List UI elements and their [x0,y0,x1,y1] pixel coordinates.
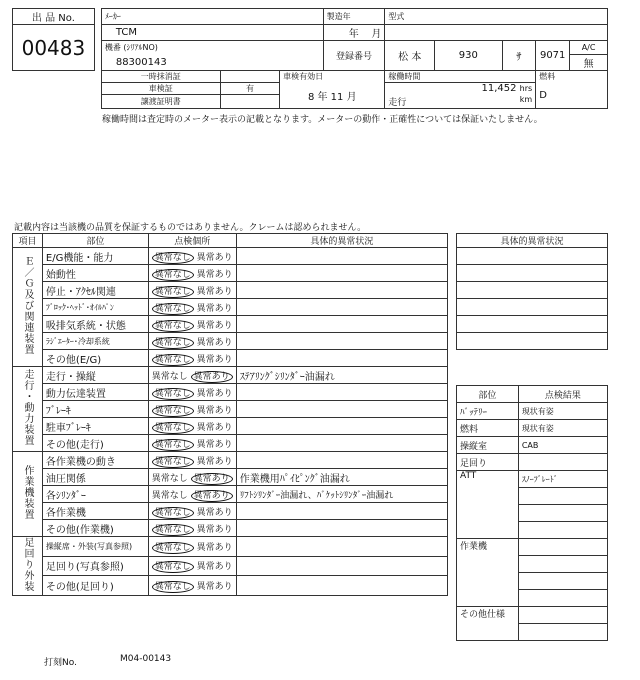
group-label [13,537,43,596]
header-table [12,8,608,109]
part-name: その他(作業機) [42,520,148,537]
cab-label: 操縦室 [457,437,519,454]
status-abnormal: 異常あり [196,303,233,314]
reg-number: 930 [435,41,502,71]
part-name: その他(E/G) [42,350,148,367]
results-block [456,385,608,641]
part-name: 油圧関係 [42,469,148,486]
status-cell [148,556,236,576]
col-item: 項目 [13,234,43,248]
status-cell [148,537,236,557]
hours-label: 稼働時間 [385,71,536,83]
status-cell [148,452,236,469]
status-normal: 異常なし [152,524,194,536]
results-col-part: 部位 [457,386,519,403]
inspect-cert-label: 車検証 [101,83,220,95]
group-name: 走行・動力装置 [21,369,33,446]
status-normal: 異常なし [152,337,194,349]
status-cell [148,520,236,537]
status-abnormal: 異常あり [196,337,233,348]
status-normal: 異常なし [152,252,194,264]
part-name: 吸排気系統・状態 [42,316,148,333]
other-row [518,607,607,624]
detail-cell [236,316,447,333]
detail-cell [236,384,447,401]
status-normal: 異常なし [152,422,194,434]
year-unit: 年 [348,29,359,40]
col-part: 部位 [42,234,148,248]
table-row [13,486,448,503]
status-abnormal: 異常あり [196,286,233,297]
table-row [13,452,448,469]
reg-serial: 9071 [536,41,570,71]
status-cell [148,350,236,367]
results-col-result: 点検結果 [518,386,607,403]
meter-note: 稼働時間は査定時のメーター表示の記載となります。メーターの動作・正確性については保証いたしません。 [102,115,543,125]
status-normal: 異常なし [152,439,194,451]
part-name: ﾌﾞﾛｯｸ･ﾍｯﾄﾞ･ｵｲﾙﾊﾟﾝ [42,299,148,316]
status-normal: 異常なし [152,269,194,281]
right-detail-header: 具体的異常状況 [457,234,608,248]
transfer-label: 譲渡証明書 [101,95,220,109]
right-detail-row [457,282,608,299]
status-abnormal: 異常あり [191,473,233,485]
year-label: 製造年 [323,9,385,25]
part-name: E/G機能・能力 [42,248,148,265]
inspect-cert-value: 有 [220,83,279,95]
status-normal: 異常なし [152,456,194,468]
status-cell [148,282,236,299]
status-normal: 異常なし [152,561,194,573]
status-normal: 異常なし [152,286,194,298]
status-normal: 異常なし [152,303,194,315]
status-cell [148,469,236,486]
right-detail-block [456,233,608,350]
part-name: 操縦席・外装(写真参照) [42,537,148,557]
transfer-value [220,95,279,109]
work-row [518,539,607,556]
detail-cell [236,265,447,282]
part-name: 足回り(写真参照) [42,556,148,576]
travel-label: 走行 [388,97,407,108]
col-detail: 具体的異常状況 [236,234,447,248]
stamp-value: M04-00143 [120,654,172,664]
right-detail-row [457,333,608,350]
part-name: 各ｼﾘﾝﾀﾞｰ [42,486,148,503]
table-row [13,503,448,520]
temp-label: 一時抹消証 [101,71,220,83]
model-value [385,25,608,41]
right-detail-table [456,233,608,350]
results-table [456,385,608,641]
temp-value [220,71,279,83]
right-detail-row [457,316,608,333]
battery-label: ﾊﾞｯﾃﾘｰ [457,403,519,420]
status-cell [148,576,236,596]
table-row [13,265,448,282]
status-normal: 異常なし [152,388,194,400]
status-normal: 異常なし [151,490,188,501]
att-row [518,488,607,505]
table-row [13,384,448,401]
detail-cell [236,282,447,299]
part-name: 走行・操縦 [42,367,148,384]
disclaimer: 記載内容は当該機の品質を保証するものではありません。クレームは認められません。 [14,223,367,233]
status-abnormal: 異常あり [196,388,233,399]
part-name: 動力伝達装置 [42,384,148,401]
detail-cell [236,401,447,418]
status-cell [148,401,236,418]
inspect-expiry-label: 車検有効日 [280,71,385,83]
status-normal: 異常なし [151,371,188,382]
status-abnormal: 異常あり [196,439,233,450]
status-cell [148,248,236,265]
work-row [518,590,607,607]
table-row [13,418,448,435]
part-name: ﾗｼﾞｴｰﾀｰ･冷却系統 [42,333,148,350]
table-row [13,469,448,486]
status-cell [148,384,236,401]
lot-label: 出 品 No. [13,9,95,25]
status-normal: 異常なし [152,507,194,519]
status-abnormal: 異常あり [196,582,233,593]
work-row [518,556,607,573]
status-cell [148,333,236,350]
group-label [13,248,43,367]
status-abnormal: 異常あり [196,405,233,416]
status-cell [148,503,236,520]
status-cell [148,367,236,384]
right-detail-row [457,265,608,282]
detail-cell: 作業機用ﾊﾟｲﾋﾟﾝｸﾞ油漏れ [236,469,447,486]
detail-cell: ｽﾃｱﾘﾝｸﾞｼﾘﾝﾀﾞｰ油漏れ [236,367,447,384]
group-name: Ｅ／Ｇ及び関連装置 [21,256,33,355]
att-label: ATT [457,471,519,539]
serial-value: 88300143 [101,55,323,71]
part-name: ﾌﾞﾚｰｷ [42,401,148,418]
km-unit: km [519,94,533,104]
inspect-expiry-value: 8 年 11 月 [280,83,385,109]
part-name: その他(足回り) [42,576,148,596]
part-name: その他(走行) [42,435,148,452]
table-row [13,282,448,299]
group-label [13,367,43,452]
status-abnormal: 異常あり [196,562,233,573]
fuel-result-label: 燃料 [457,420,519,437]
work-label: 作業機 [457,539,519,607]
maker-label: ﾒｰｶｰ [101,9,323,25]
header-block [12,8,608,109]
detail-cell [236,452,447,469]
table-row [13,556,448,576]
status-abnormal: 異常あり [196,456,233,467]
table-row [13,350,448,367]
reg-kana: ｻ [502,41,536,71]
detail-cell [236,537,447,557]
table-row [13,333,448,350]
inspection-table [12,233,448,596]
part-name: 停止・ｱｸｾﾙ関連 [42,282,148,299]
right-detail-row [457,299,608,316]
status-cell [148,316,236,333]
fuel-result-value: 現状有姿 [518,420,607,437]
status-abnormal: 異常あり [196,507,233,518]
cab-value: CAB [518,437,607,454]
under-value [518,454,607,471]
month-unit: 月 [371,29,382,40]
col-point: 点検個所 [148,234,236,248]
table-row [13,248,448,265]
status-abnormal: 異常あり [196,354,233,365]
status-abnormal: 異常あり [196,422,233,433]
ac-value: 無 [570,55,608,71]
year-unit-cell [323,25,385,41]
detail-cell [236,350,447,367]
reg-label: 登録番号 [323,41,385,71]
status-normal: 異常なし [151,473,188,484]
travel-cell [385,95,536,109]
status-normal: 異常なし [152,320,194,332]
table-row [13,576,448,596]
part-name: 始動性 [42,265,148,282]
group-name: 作業機装置 [21,465,33,520]
group-name: 足回り外装 [21,537,33,592]
detail-cell [236,299,447,316]
status-normal: 異常なし [152,542,194,554]
under-label: 足回り [457,454,519,471]
status-abnormal: 異常あり [196,269,233,280]
att-row [518,522,607,539]
status-cell [148,435,236,452]
status-abnormal: 異常あり [196,320,233,331]
table-row [13,367,448,384]
status-cell [148,486,236,503]
hours-unit: hrs [519,84,533,94]
detail-cell [236,556,447,576]
ac-label: A/C [570,41,608,55]
table-row [13,520,448,537]
table-row [13,299,448,316]
att-value: ｽﾉｰﾌﾞﾚｰﾄﾞ [518,471,607,488]
status-normal: 異常なし [152,405,194,417]
other-row [518,624,607,641]
right-detail-row [457,248,608,265]
status-abnormal: 異常あり [196,524,233,535]
fuel-value: D [536,83,608,109]
status-cell [148,265,236,282]
maker-value: TCM [101,25,323,41]
battery-value: 現状有姿 [518,403,607,420]
model-label: 型式 [385,9,608,25]
serial-label: 機番 (ｼﾘｱﾙNO) [101,41,323,55]
work-row [518,573,607,590]
att-row [518,505,607,522]
stamp-label: 打刻No. [44,658,77,668]
status-abnormal: 異常あり [191,490,233,502]
detail-cell [236,333,447,350]
hours-value-cell [385,83,536,95]
status-abnormal: 異常あり [191,371,233,383]
status-cell [148,418,236,435]
detail-cell [236,576,447,596]
table-row [13,435,448,452]
status-abnormal: 異常あり [196,252,233,263]
status-cell [148,299,236,316]
detail-cell [236,435,447,452]
table-row [13,316,448,333]
status-normal: 異常なし [152,581,194,593]
part-name: 各作業機 [42,503,148,520]
part-name: 駐車ﾌﾞﾚｰｷ [42,418,148,435]
status-abnormal: 異常あり [196,542,233,553]
table-row [13,401,448,418]
table-row [13,537,448,557]
part-name: 各作業機の動き [42,452,148,469]
inspection-block [12,233,448,596]
group-label [13,452,43,537]
other-label: その他仕様 [457,607,519,641]
detail-cell [236,248,447,265]
lot-number: 00483 [13,25,95,71]
status-normal: 異常なし [152,354,194,366]
detail-cell [236,418,447,435]
detail-cell [236,503,447,520]
hours-value: 11,452 [481,83,517,95]
fuel-label: 燃料 [536,71,608,83]
detail-cell: ﾘﾌﾄｼﾘﾝﾀﾞｰ油漏れ、ﾊﾞｹｯﾄｼﾘﾝﾀﾞｰ油漏れ [236,486,447,503]
reg-region: 松 本 [385,41,435,71]
detail-cell [236,520,447,537]
